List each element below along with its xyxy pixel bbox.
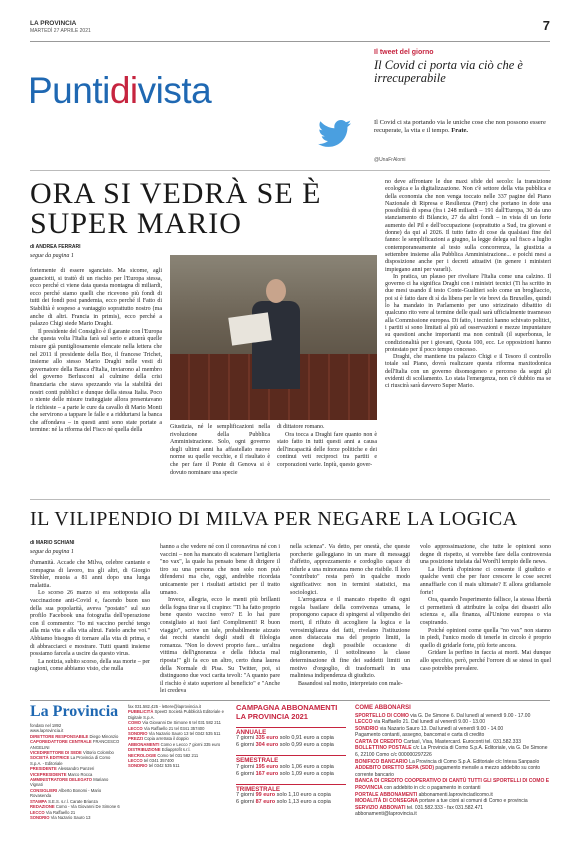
advertising-line [128,763,228,768]
advertising-line-text: Como tel 031 582 211 [157,752,199,758]
howto-line-label: SPORTELLO DI COMO [355,712,411,719]
howto-line-text: portare a tue cioni ai comuni di Como e provincia [419,798,528,805]
colophon-line-text: Alberto Bonomi - Mario Rovasenda [30,787,102,799]
article1-segue: segue da pagina 1 [30,253,74,259]
advertising-line-text: tel 0341 357400 [143,758,174,764]
advertising-line-label: NECROLOGIE [128,752,158,758]
howto-line-text: abbonamenti@laprovincia.it [355,811,417,818]
colophon-line-text: Mariano Vignati [30,777,109,788]
howto-line-label: BONIFICO BANCARIO [355,758,410,765]
colophon-line-text: Como - Via Giovanni De Simone 6 [55,804,120,810]
advertising-line-label: SONDRIO [128,763,149,769]
howto-line [355,811,551,818]
campaign-price-line [236,742,346,749]
advertising-line-label: LECCO [128,725,144,731]
colophon-line [30,788,122,799]
colophon-line-text: FRANCESCO ANGELINI [30,739,120,750]
howto-line-text: tel. 031.582.333 - fax 031.582.471 [406,804,484,811]
article2-byline: di MARIO SCHIANI [30,540,75,546]
campaign-title: CAMPAGNA ABBONAMENTI LA PROVINCIA 2021 [236,703,338,721]
howto-line-label: MODALITÀ DI CONSEGNA [355,798,420,805]
tweet-signature: Frate. [451,126,469,134]
howto-line-label: CARTA DI CREDITO [355,738,404,745]
colophon-line-label: SOCIETÀ EDITRICE [30,755,71,761]
advertising-line-text: Via Raffaello 21 tel 0341 357400 [143,725,205,731]
howto-line-label: BANCA DI CREDITO COOPERATIVO DI CANTÙ TUTTI GLI SPORTELLI DI COMO E PROVINCIA [355,778,550,792]
howto-line [355,739,551,746]
paragraph: fortemente di essere sganciato. Ma sicome, agli guanciotti, si trattò di un rischio per l'Europa stessa, ecco perché ci viene data questa montagna di miliardi, ecco perché siamo quelli che ricevono più fondi di tutti dei fondi post pandemia, ecco perché il Fatto di Stabilità è sospeso a vantaggio soprattutto nostro (ma anche di altri. Francia in primis), ecco perché a palazzo Chigi siede Mario Draghi. [30,268,162,328]
colophon-line [30,739,122,750]
colophon-line-text: Diego Minonzio [89,733,119,739]
colophon-list [30,734,122,821]
campaign-section-title: ANNUALE [236,727,346,735]
colophon-line-label: LECCO [30,809,46,815]
footer-logo: La Provincia [30,703,119,720]
paragraph: L'arroganza e il mancato rispetto di ogni regola basilare della convivenza umana, le propongono capace di spingersi al vilipendio dei morti, il rifiuto di accogliere la logica e la verosimiglianza dei fatti, rivelano l'istituzione anon distaccata ma del proprio limiti, la negazione degli possibile occasione di miglioramento, il sottolineano la classe determinazione di fine dei suddetti limiti un motivo d'orgoglio, di trasformarli in una malintesa indipendenza di giudizio. [290,597,410,680]
campaign-days: 6 giorni [236,770,256,777]
colophon-line-label: VICEDIRETTORE DI SEDE [30,750,83,756]
colophon-line-text: Alessandro Panzeri [57,766,95,772]
howto-line-text: con addebito in c/c o pagamento in contanti [383,785,481,792]
twitter-bird-icon [318,120,352,148]
paragraph: Lo scorso 26 marzo si era sottoposta alla vaccinazione anti-Covid e, facendo buon uso della sua popolarità, aveva "postato" sul suo profilo Facebook una fotografia dell'operazione con il commento: "Io mi vaccino perché tengo alla mia vita e alla vita altrui. Fatelo anche voi." Abbiamo bisogno di tornare alla vita di prima, e di abbracciarci e mostrare. Tutti quanti insieme possiamo farcela a uscire da questo virus. [30,590,150,658]
tweet-label: Il tweet del giorno [374,49,434,56]
advertising-line-text: Via Giovanni De Simone 6 tel 031 582 211 [142,720,221,726]
campaign-note: solo 0,99 euro a copia [278,742,334,749]
paragraph: Giustizia, né le semplificazioni nella rivoluzione della Pubblica Amministrazione. Solo, ogni governo degli ultimi anni ha affastellato nuove norme su quelle vecchie, e il risultato è che per fare il Ponte di Genova si è dovuto nominare una specie [170,424,270,476]
colophon-line [30,755,122,766]
advertising-line-label: SONDRIO [128,731,149,737]
howto-title: COME ABBONARSI [355,705,411,711]
colophon-line [30,815,122,820]
campaign-note: solo 1,09 euro a copia [278,770,334,777]
colophon-line-label: CONSIGLIERI [30,787,59,793]
howto-line [355,719,551,726]
campaign-note: solo 1,06 euro a copia [278,763,334,770]
founded-line: fondato nel 1892 [30,723,62,728]
colophon-line-label: DIRETTORE RESPONSABILE [30,733,90,739]
advertising-line-label: PUBBLICITÀ [128,709,155,715]
howto-line-text: Cartasì, Visa, Mastercard. Euroconti tel. 031.582.333 [403,738,522,745]
colophon-line-text: La Provincia di Como S.p.A. - Editoriale [30,755,111,766]
campaign-days: 7 giorni [236,735,256,742]
colophon-line-text: Via Nazario Sauro 13 [50,814,91,820]
paragraph: La notizia, subito scorso, della sua morte – per ragioni, come abbiamo visto, che nulla [30,658,150,673]
howto-list [355,713,551,819]
campaign-price: 304 euro [255,742,279,749]
howto-line [355,798,551,805]
howto-line-label: ADDEBITO DIRETTO SEPA (SDD) [355,765,436,772]
advertising-line-label: ABBONAMENTI [128,741,161,747]
howto-line-label: SONDRIO [355,725,380,732]
howto-line-text: via Nazario Sauro 13. Dal lunedì al venerdì 9.00 - 14.00 [379,725,504,732]
tweet-text: Il Covid ci sta portando via le uniche cose che non possono essere recuperate, la vita e il tempo. [374,119,546,134]
campaign-price-line [236,792,346,799]
paragraph: d'umanità. Accade che Milva, celebre cantante e compagna di lavoro, tra gli altri, di Giorgio Strehler, muoia a 81 anni dopo una lunga malattia. [30,560,150,589]
campaign-section-title: SEMESTRALE [236,755,346,763]
newspaper-name: LA PROVINCIA [30,20,77,27]
howto-line [355,732,551,739]
paragraph: hanno a che vedere né con il coronavirus né con i vaccini – non ha mancato di scatenare l'artiglieria "no vax", la quale ha pensato bene di dirigere il tiro su una persona che non solo non può difendersi ma che, oggi, andrebbe ricordata unicamente per i risultati artistici per il tratto umano. [160,544,280,596]
howto-line [355,778,551,791]
paragraph: nella scienza". Va detto, per onestà, che queste porcherie galleggiano in un mare di messaggi d'affetto, apprezzamento e cordoglio capace di ridurle a una minoranza meno che risibile. Il loro "contributo" resta però in qualche modo significativo: non in termini statistici, ma sociologici. [290,544,410,596]
article1-photo [170,255,377,420]
howto-line-text: via G. De Simone 6. Dal lunedì al venerdì 9.00 - 17.00 [410,712,531,719]
howto-line [355,745,551,758]
tweet-handle: @UnaFrAlomi [374,157,406,163]
article2-column-1 [30,560,150,674]
colophon-line-label: VICEPRESIDENTE [30,771,68,777]
article2-headline: IL VILIPENDIO DI MILVA PER NEGARE LA LOGICA [30,508,518,530]
campaign-price-line [236,771,346,778]
paragraph: di dittatore romano. [277,424,325,430]
colophon-line [30,777,122,788]
article1-column-2 [170,424,270,477]
advertising-line-label: DISTRIBUZIONE [128,747,162,753]
article2-segue: segue da pagina 1 [30,549,74,555]
colophon-line-label: STAMPA [30,798,49,804]
campaign-price: 335 euro [255,735,279,742]
advertising-line-text: SpeeD Società Pubblicità Editoriale e Digitale S.p.A. [128,709,224,720]
advertising-list [128,704,228,769]
campaign-days: 7 giorni [236,792,256,799]
howto-line [355,726,551,733]
howto-line-text: pagamento mensile a mezzo addebito su conto corrente bancario [355,765,541,778]
advertising-line-label: LECCO [128,758,144,764]
paragraph: La libertà d'opinione ci consente il giudizio e qualche venti che per fuor crescere le cose secret annaffiarle con il mais ultimate? E allora gridiamole forte! [420,566,551,596]
page-header [30,18,550,38]
paragraph: Invece, allegria, ecco le menti più brillanti della fogna tirar su il crapino: "Ti ha fatto proprio bene questo vaccino vero? E lo hai pure consigliato ai tuoi fan! Complimenti! R buon viaggio", scrive un tale, probabilmente aizzato dai recchi stanchi degli studi di filologia romanza. "Non lo dovevi proprio fare... un'altra vittima dell'ignoranza e della fiducia mal riposta!" gli fa eco un altro, certo duna laurea della Normale di Pisa. Su Twitter, poi, si distinguono due voci carita tevoli: "A quanto pare il rischio è stato superiore al beneficio" e "Anche lei credeva [160,597,280,695]
paragraph: Draghi, che mantiene tra palazzo Chigi e il Tesoro il controllo totale sul Piano, dovrà realizzare questa riforma maxitodonica dell'Italia con un governo disomogeneo e percorso da segni gli evidenti di scollamento. Lo stata l'emergenza, non c'è dubbio ma se ci riuscirà sarà davvero Super Mario. [385,354,551,390]
colophon-line-label: REDAZIONE [30,804,56,810]
howto-line-text: abbonamenti.laprovinciadicomo.it [418,791,493,798]
colophon-line-label: PRESIDENTE [30,766,58,772]
advertising-line-text: Copia arretrata il doppio [144,736,189,742]
section-divider [30,170,550,171]
advertising-line-label: COMO [128,720,143,726]
howto-line-label: LECCO [355,719,374,726]
advertising-line [128,709,228,720]
article1-column-1 [30,268,162,435]
campaign-price: 87 euro [255,799,276,806]
photo-document [228,312,272,345]
howto-line [355,713,551,720]
article1-byline: di ANDREA FERRARI [30,244,81,250]
colophon-line-text: Vittorio Colombo [82,750,114,756]
paragraph: Ora tocca a Draghi fare quanto non è stato fatto in tutti questi anni a causa dell'incapacità delle forze politiche e dei continui veti reciproci tra partiti e corporazioni varie. Inpiù, questo gover- [277,431,377,468]
masthead-part3: vista [137,70,212,111]
paragraph: Poiché opinioni come quella "no vax" non stanno in piedi, l'unico modo di tenerle in circolo è proprio quello di gridarle forte, più forte ancora. [420,627,551,649]
footer-divider [30,700,550,701]
article2-column-2 [160,544,280,696]
campaign-days: 6 giorni [236,799,256,806]
masthead-part1: Punti [28,70,110,111]
paragraph: volo approssimazione, che tutte le opinioni sono degne di rispetto, si vorrebbe fare della controversia una posizione tutelata dal Word'il tempio delle news. [420,544,551,566]
advertising-line-text: tel 0342 535 511 [148,763,180,769]
campaign-price: 195 euro [255,763,279,770]
colophon-line-label: SONDRIO [30,814,51,820]
campaign-note: solo 0,91 euro a copia [278,735,334,742]
howto-line-label: PORTALE ABBONAMENTI [355,791,419,798]
website-link[interactable]: www.laprovincia.it [30,728,64,734]
howto-line-label: BOLLETTINO POSTALE [355,745,413,752]
paragraph: In pratica, un plauso per rivoltare l'Italia come una calzino. Il governo ci ha significa Draghi con i ministri tecnici (Ti ha scritto in due mesi usando il testo Conte-Gualtieri solo come un brogliaccio, poi si è fatto dare di sì da libera per le vie brevi da Bruxelles, quindi lo ha mandato in Parlamento per uno strizzinato dibattito di qualcuno rito vere al termine delle quali sarà ufficialmente trasmesso alla Commissione europea. Di fatto, i tecnici hanno schivato politici, i partiti si sono limitati al più ad osservazioni e mezze impuntature su questioni anche importanti ma non centrali (il superbonus, le condizionalità per i giovani, Quota 100, ecc. Le opposizioni hanno protestato per il poco tempo concesso. [385,273,551,353]
advertising-line-text: Via Nazario Sauro 13 tel 0342 535 511 [148,731,221,737]
footer-colophon [30,704,122,820]
article1-column-3 [277,424,377,470]
campaign-price-line [236,735,346,742]
masthead-part2: di [109,70,138,111]
article1-column-4 [385,179,551,391]
colophon-line-text: S.E.S. s.r.l. Carate Brianza [48,798,98,804]
howto-line-label: SERVIZIO ABBONATI [355,804,407,811]
article2-column-4 [420,544,551,673]
colophon-line-text: Via Raffaello 21 [45,809,76,815]
campaign-price-line [236,764,346,771]
howto-line [355,765,551,778]
paragraph: Ora, quando l'esperimento fallisce, la stessa libertà ci permetterà di attribuire la colpa dei disastri allo scienza e, alla finanza, all'Unione europea o via cospirando. [420,597,551,626]
campaign-note: solo 1,10 euro a copia [275,792,331,799]
colophon-line-label: CAPOREDATTORE CENTRALE [30,739,93,745]
tweet-body [374,119,554,134]
campaign-days: 7 giorni [236,763,256,770]
campaign-price: 99 euro [255,792,276,799]
colophon-line-label: AMMINISTRATORE DELEGATO [30,777,94,783]
howto-line-text: c/c La Provincia di Como S.p.A. Editoriale, via G. De Simone 6, 22100 Como c/c 000000297226 [355,745,548,759]
article2-column-3 [290,544,410,688]
campaign-price-line [236,799,346,806]
howto-box [355,704,551,818]
advertising-line-text: Ediapprofit s.r.l. [161,747,191,753]
issue-date: MARTEDÌ 27 APRILE 2021 [30,28,91,34]
advertising-line-text: fax 031.582.425 - lettere@laprovincia.it [128,704,201,709]
paragraph: Gridare la perfino in faccia ai morti. Mai dunque allo specchio, però, perché l'orrore di se stessi in quel caso potrebbe prevalere. [420,650,551,672]
advertising-line-label: PREZZI [128,736,145,742]
article1-headline: ORA SI VEDRÀ SE È SUPER MARIO [30,177,322,240]
page-number: 7 [542,18,550,33]
footer-advertising [128,704,228,769]
campaign-price: 167 euro [255,770,279,777]
paragraph: Basandosi sul motto, interpretato con male- [298,680,403,687]
colophon-line-text: Marco Rocca [67,771,93,777]
advertising-line-text: Como e Lecco 7 giorni 335 euro [160,741,221,747]
section-masthead [28,72,211,109]
campaign-days: 6 giorni [236,742,256,749]
campaign-section-title: TRIMESTRALE [236,784,346,792]
howto-line-text: Pagamento contanti, assegno, bancomat e carta di credito [355,732,485,739]
campaign-note: solo 1,13 euro a copia [275,799,331,806]
howto-line-text: La Provincia di Como S.p.A. Editoriale c/c Intesa Sanpaolo [409,758,540,765]
paragraph: no deve affrontare le due maxi sfide del secolo: la transizione ecologica e la digitalizzazione. Non c'è settore della vita pubblica e della economia che non venga toccato nelle 337 pagine del Piano Nazionale di Ripresa e Resilienza (Pnrr) che portano in dote una possibilità di spesa (fra i 248 miliardi – 191 dall'Europa, 30 da uno stanziamento di Bilancio, 27 da altri fondi – in vista di un forte aumento del Pil e dell'occupazione (soprattutto a Sud, tra giovani e donne) da qui al 2026. Il tutto fatto di cose da qualsiasi fine del fanno: le semplificazioni a giugno, la legge delega sul fisco a luglio contemporaneamente al testo sulla concorrenza, la giustizia a settembre insieme alla Pubblica Amministrazione... e poichi mesi a disposizione anche per i decreti attuativi (in genere i ministeri impiegano anni per vararli). [385,179,551,273]
campaign-box [236,704,346,806]
section-divider [30,499,550,500]
header-divider [30,41,550,42]
howto-line [355,759,551,766]
paragraph: Il presidente del Consiglio è il garante con l'Europa che questa volta l'Italia farà sul serio e attuerà quelle misure già puntigliosamente elencate nella lettera che nel 2011 il presidente della Bce, il francese Trichet, insieme allo stesso Mario Draghi nelle vesti di governatore della Banca d'Italia, inviarono al membro del governo Berlusconi al culmine della crisi finanziaria che stava spezzando via la stabilità dei nostri conti pubblici e dunque della stessa Italia. Poco o niente delle misure tratteggiate allora presentavano le richieste – a parte le cure da cavallo di Mario Monti che servirono a tappare le falle e a riddurtarsi la banca che affondava – in questi anni sono state portate a termine: né la riforma del Fisco né quella della [30,328,162,434]
howto-line [355,805,551,812]
howto-line-text: via Raffaello 21. Dal lunedì al venerdì 9.00 - 13.00 [373,719,485,726]
campaign-sections [236,727,346,806]
tweet-headline: Il Covid ci porta via ciò che è irrecuperabile [374,58,523,85]
